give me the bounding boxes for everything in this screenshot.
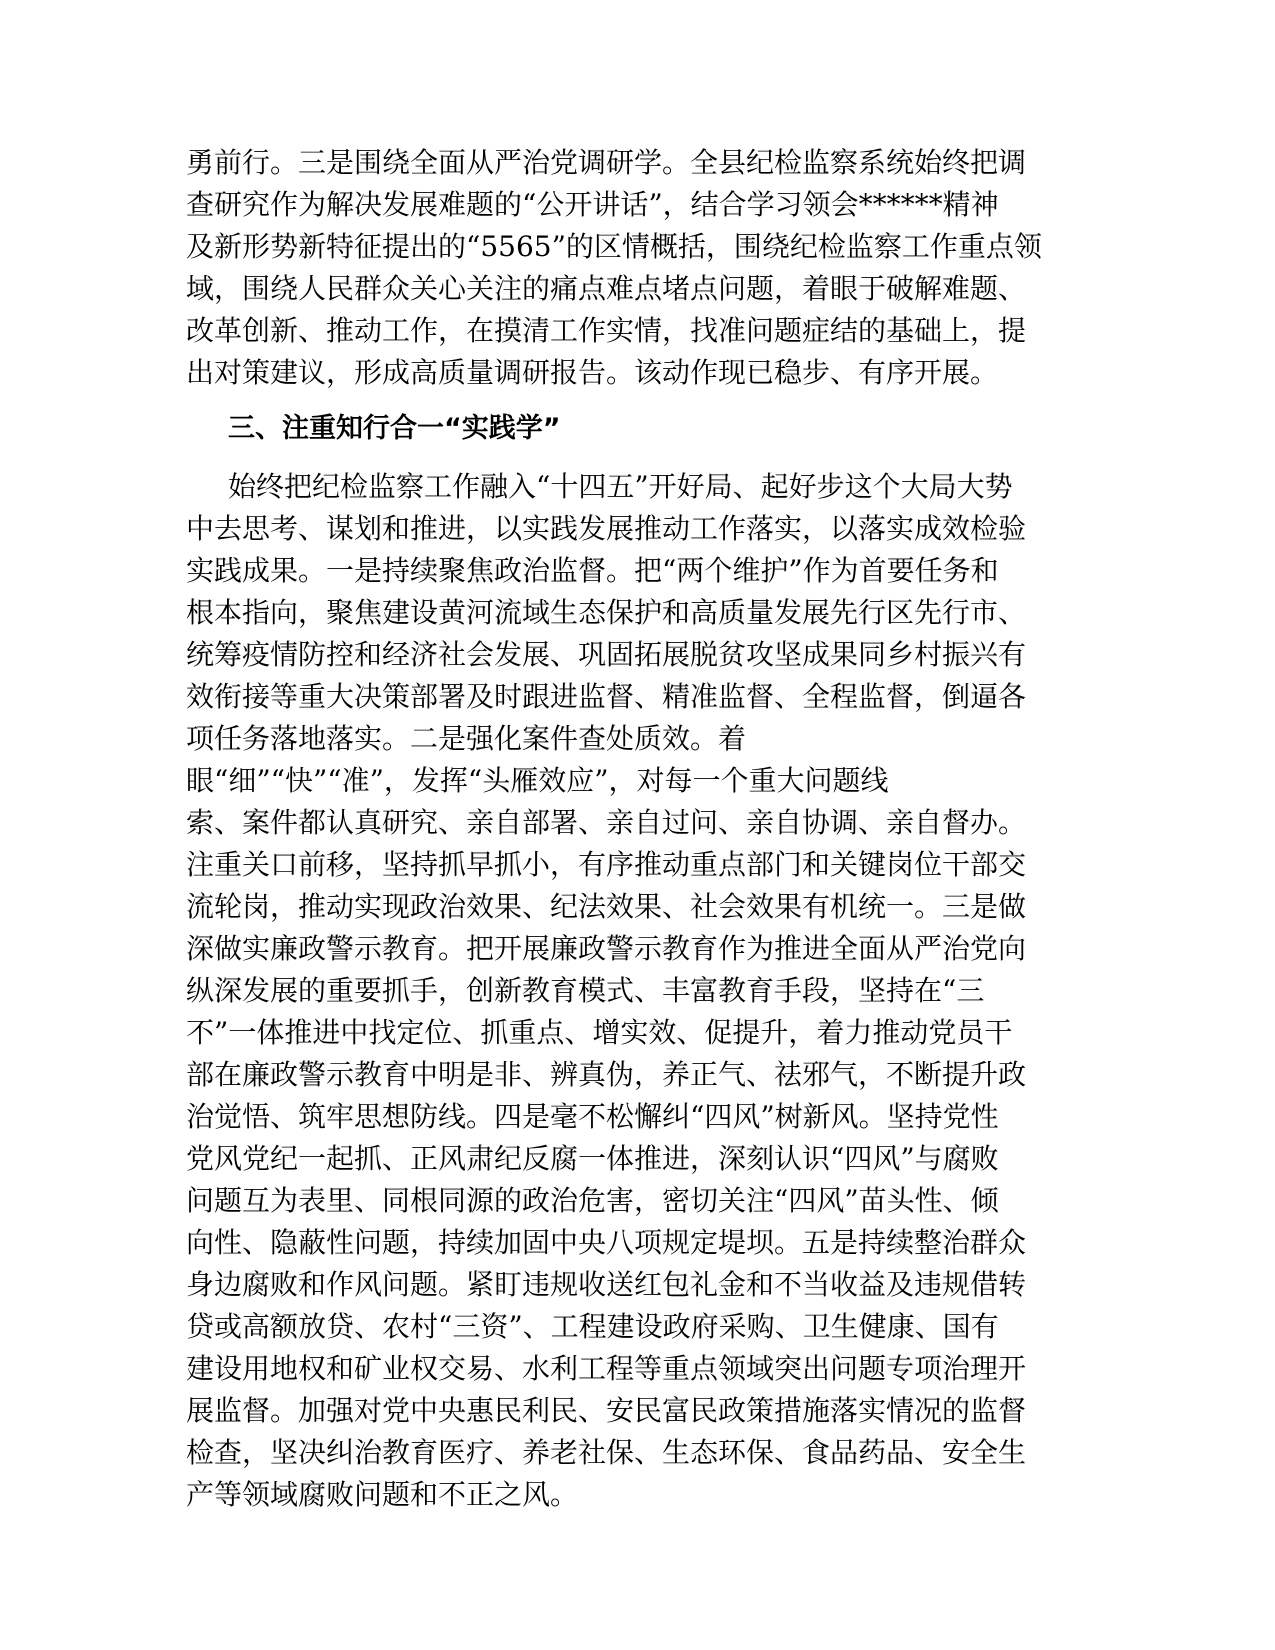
text-line: 勇前行。三是围绕全面从严治党调研学。全县纪检监察系统始终把调 xyxy=(186,146,1027,179)
text-line: 注重关口前移，坚持抓早抓小，有序推动重点部门和关键岗位干部交 xyxy=(186,848,1027,881)
text-line: 效衔接等重大决策部署及时跟进监督、精准监督、全程监督，倒逼各 xyxy=(186,680,1027,713)
text-line: 眼“细”“快”“准”，发挥“头雁效应”，对每一个重大问题线 xyxy=(186,764,889,797)
text-line: 贷或高额放贷、农村“三资”、工程建设政府采购、卫生健康、国有 xyxy=(186,1310,999,1343)
text-line: 查研究作为解决发展难题的“公开讲话”，结合学习领会******精神 xyxy=(186,188,999,221)
text-line: 建设用地权和矿业权交易、水利工程等重点领域突出问题专项治理开 xyxy=(186,1352,1027,1385)
text-line: 产等领域腐败问题和不正之风。 xyxy=(186,1478,579,1511)
text-line: 及新形势新特征提出的“5565”的区情概括，围绕纪检监察工作重点领 xyxy=(186,230,1042,263)
section-heading: 三、注重知行合一“实践学” xyxy=(228,413,561,444)
text-line: 治觉悟、筑牢思想防线。四是毫不松懈纠“四风”树新风。坚持党性 xyxy=(186,1100,999,1133)
text-line: 中去思考、谋划和推进，以实践发展推动工作落实，以落实成效检验 xyxy=(186,512,1027,545)
text-line: 向性、隐蔽性问题，持续加固中央八项规定堤坝。五是持续整治群众 xyxy=(186,1226,1027,1259)
text-line: 索、案件都认真研究、亲自部署、亲自过问、亲自协调、亲自督办。 xyxy=(186,806,1027,839)
text-line: 不”一体推进中找定位、抓重点、增实效、促提升，着力推动党员干 xyxy=(186,1016,1013,1049)
text-line: 实践成果。一是持续聚焦政治监督。把“两个维护”作为首要任务和 xyxy=(186,554,999,587)
text-line: 问题互为表里、同根同源的政治危害，密切关注“四风”苗头性、倾 xyxy=(186,1184,999,1217)
text-line: 党风党纪一起抓、正风肃纪反腐一体推进，深刻认识“四风”与腐败 xyxy=(186,1142,999,1175)
text-line: 流轮岗，推动实现政治效果、纪法效果、社会效果有机统一。三是做 xyxy=(186,890,1027,923)
text-line: 始终把纪检监察工作融入“十四五”开好局、起好步这个大局大势 xyxy=(228,470,1013,503)
text-line: 出对策建议，形成高质量调研报告。该动作现已稳步、有序开展。 xyxy=(186,356,999,389)
text-line: 检查，坚决纠治教育医疗、养老社保、生态环保、食品药品、安全生 xyxy=(186,1436,1027,1469)
text-line: 改革创新、推动工作，在摸清工作实情，找准问题症结的基础上，提 xyxy=(186,314,1027,347)
text-line: 统筹疫情防控和经济社会发展、巩固拓展脱贫攻坚成果同乡村振兴有 xyxy=(186,638,1027,671)
text-line: 纵深发展的重要抓手，创新教育模式、丰富教育手段，坚持在“三 xyxy=(186,974,985,1007)
text-line: 深做实廉政警示教育。把开展廉政警示教育作为推进全面从严治党向 xyxy=(186,932,1027,965)
text-line: 域，围绕人民群众关心关注的痛点难点堵点问题，着眼于破解难题、 xyxy=(186,272,1027,305)
text-line: 部在廉政警示教育中明是非、辨真伪，养正气、祛邪气，不断提升政 xyxy=(186,1058,1027,1091)
text-line: 展监督。加强对党中央惠民利民、安民富民政策措施落实情况的监督 xyxy=(186,1394,1027,1427)
text-line: 身边腐败和作风问题。紧盯违规收送红包礼金和不当收益及违规借转 xyxy=(186,1268,1027,1301)
text-line: 项任务落地落实。二是强化案件查处质效。着 xyxy=(186,722,747,755)
text-line: 根本指向，聚焦建设黄河流域生态保护和高质量发展先行区先行市、 xyxy=(186,596,1027,629)
